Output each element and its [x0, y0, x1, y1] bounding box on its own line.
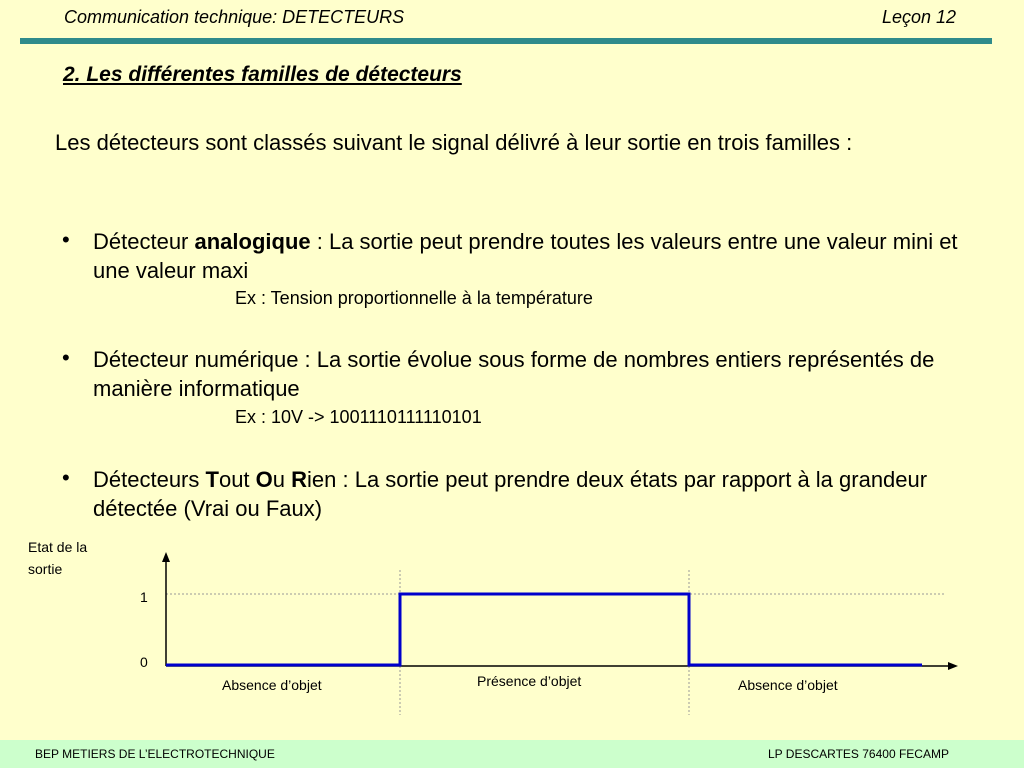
signal-trace — [166, 594, 922, 665]
bullet-tor-word: Détecteurs — [93, 467, 206, 492]
bullet-tor-letter-o: O — [255, 467, 273, 492]
level-0-label: 0 — [140, 654, 148, 670]
bullet-tor-letter-t: T — [205, 467, 219, 492]
bullet-tor-letter-r: R — [291, 467, 308, 492]
bullet-analog-text: : La sortie peut prendre toutes les valeurs entre une valeur mini et une valeur maxi — [93, 229, 958, 283]
bullet-analog-keyword: analogique — [194, 229, 311, 254]
bullet-tor-rest3: ien : La sortie peut prendre deux états par rapport à la grandeur détectée (Vrai ou Faux) — [93, 467, 928, 521]
section-title: 2. Les différentes familles de détecteurs — [63, 63, 462, 86]
output-state-diagram — [0, 530, 1024, 730]
header-title: Communication technique: DETECTEURS — [64, 7, 405, 27]
bullet-analog — [93, 227, 993, 285]
footer-right-text: LP DESCARTES 76400 FECAMP — [768, 747, 949, 761]
lesson-number: Leçon 12 — [882, 7, 957, 27]
y-axis-arrow-icon — [162, 552, 170, 562]
label-absence-right: Absence d’objet — [738, 677, 838, 693]
footer-left-text: BEP METIERS DE L’ELECTROTECHNIQUE — [35, 747, 275, 761]
bullet-analog-prefix: Détecteur — [93, 229, 195, 254]
label-presence: Présence d’objet — [477, 673, 582, 689]
x-axis-arrow-icon — [948, 662, 958, 670]
intro-paragraph: Les détecteurs sont classés suivant le signal délivré à leur sortie en trois familles : — [55, 130, 853, 155]
label-absence-left: Absence d’objet — [222, 677, 322, 693]
header-divider — [20, 38, 992, 44]
example-digital: Ex : 10V -> 1001110111110101 — [235, 407, 482, 427]
bullet-tor-rest1: out — [218, 467, 256, 492]
example-analog: Ex : Tension proportionnelle à la température — [235, 288, 593, 308]
bullet-marker: • — [62, 227, 70, 252]
bullet-marker: • — [62, 345, 70, 370]
y-axis-label-line2: sortie — [28, 561, 63, 577]
bullet-digital: Détecteur numérique : La sortie évolue sous forme de nombres entiers représentés de manière informatique — [93, 347, 935, 401]
bullet-tor — [93, 465, 993, 523]
bullet-marker: • — [62, 465, 70, 490]
level-1-label: 1 — [140, 589, 148, 605]
bullet-tor-rest2: u — [272, 467, 292, 492]
y-axis-label-line1: Etat de la — [28, 539, 88, 555]
